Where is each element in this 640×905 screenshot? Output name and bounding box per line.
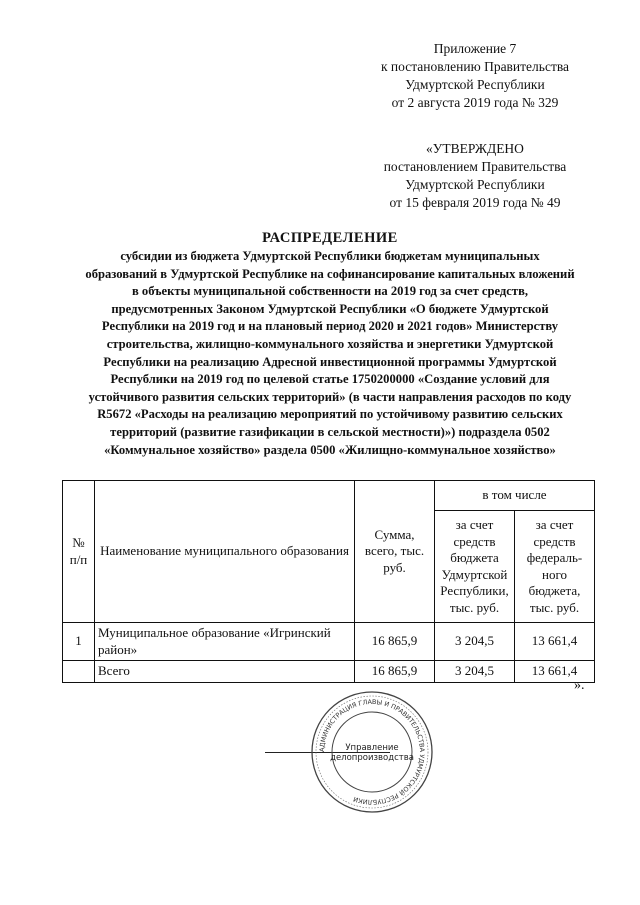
- approval-line: постановлением Правительства: [383, 159, 567, 174]
- appendix-line: от 2 августа 2019 года № 329: [391, 95, 559, 110]
- stamp-center-line2: делопроизводства: [330, 753, 414, 763]
- header-total: Сумма, всего, тыс. руб.: [355, 481, 435, 623]
- appendix-line: к постановлению Правительства: [380, 59, 570, 74]
- subtitle-line: Республики на 2019 год по целевой статье 1750200000 «Создание условий для: [110, 372, 550, 387]
- closing-quote: ».: [574, 678, 585, 693]
- total-sum: 16 865,9: [355, 661, 435, 683]
- total-federal: 13 661,4: [515, 661, 595, 683]
- subtitle-line: устойчивого развития сельских территорий» (в части направления расходов по коду: [88, 389, 572, 404]
- appendix-line: Приложение 7: [433, 41, 517, 56]
- subtitle-line: «Коммунальное хозяйство» раздела 0500 «Жилищно-коммунальное хозяйство»: [104, 442, 556, 457]
- total-num-empty: [63, 661, 95, 683]
- approval-header: [360, 140, 590, 212]
- document-subtitle: [70, 248, 590, 459]
- subtitle-line: предусмотренных Законом Удмуртской Республики «О бюджете Удмуртской: [111, 301, 549, 316]
- row-regional: 3 204,5: [435, 623, 515, 661]
- appendix-line: Удмуртской Республики: [405, 77, 545, 92]
- subtitle-line: строительства, жилищно-коммунального хозяйства и энергетики Удмуртской: [106, 336, 554, 351]
- subtitle-line: Республики на 2019 год и на плановый период 2020 и 2021 годов» Министерству: [101, 319, 559, 334]
- row-federal: 13 661,4: [515, 623, 595, 661]
- header-num: № п/п: [63, 481, 95, 623]
- row-num: 1: [63, 623, 95, 661]
- subtitle-line: в объекты муниципальной собственности на 2019 год за счет средств,: [131, 284, 529, 299]
- approval-line: «УТВЕРЖДЕНО: [426, 141, 524, 156]
- subtitle-line: образований в Удмуртской Республике на софинансирование капитальных вложений: [85, 266, 575, 281]
- subtitle-line: R5672 «Расходы на реализацию мероприятий по устойчивому развитию сельских: [97, 407, 563, 422]
- subtitle-line: территорий (развитие газификации в сельской местности)») подраздела 0502: [110, 424, 550, 439]
- row-name: Муниципальное образование «Игринский район»: [95, 623, 355, 661]
- table-row: [63, 623, 595, 661]
- distribution-table: [62, 480, 595, 683]
- header-including: в том числе: [435, 481, 595, 511]
- stamp-ring-text: АДМИНИСТРАЦИЯ ГЛАВЫ И ПРАВИТЕЛЬСТВА УДМУРТСКОЙ РЕСПУБЛИКИ: [317, 697, 427, 807]
- header-federal: за счет средств федераль-ного бюджета, тыс. руб.: [515, 511, 595, 623]
- approval-line: Удмуртской Республики: [405, 177, 545, 192]
- stamp-center-line1: Управление: [345, 743, 399, 753]
- total-label: Всего: [95, 661, 355, 683]
- subtitle-line: субсидии из бюджета Удмуртской Республики бюджетам муниципальных: [120, 249, 540, 263]
- official-stamp: [310, 690, 434, 814]
- appendix-header: [360, 40, 590, 112]
- subtitle-line: Республики на реализацию Адресной инвестиционной программы Удмуртской: [103, 354, 557, 369]
- header-name: Наименование муниципального образования: [95, 481, 355, 623]
- header-regional: за счет средств бюджета Удмуртской Республики, тыс. руб.: [435, 511, 515, 623]
- table-header-row: [63, 481, 595, 511]
- approval-line: от 15 февраля 2019 года № 49: [389, 195, 561, 210]
- row-total: 16 865,9: [355, 623, 435, 661]
- table-total-row: [63, 661, 595, 683]
- total-regional: 3 204,5: [435, 661, 515, 683]
- document-title: РАСПРЕДЕЛЕНИЕ: [262, 230, 398, 246]
